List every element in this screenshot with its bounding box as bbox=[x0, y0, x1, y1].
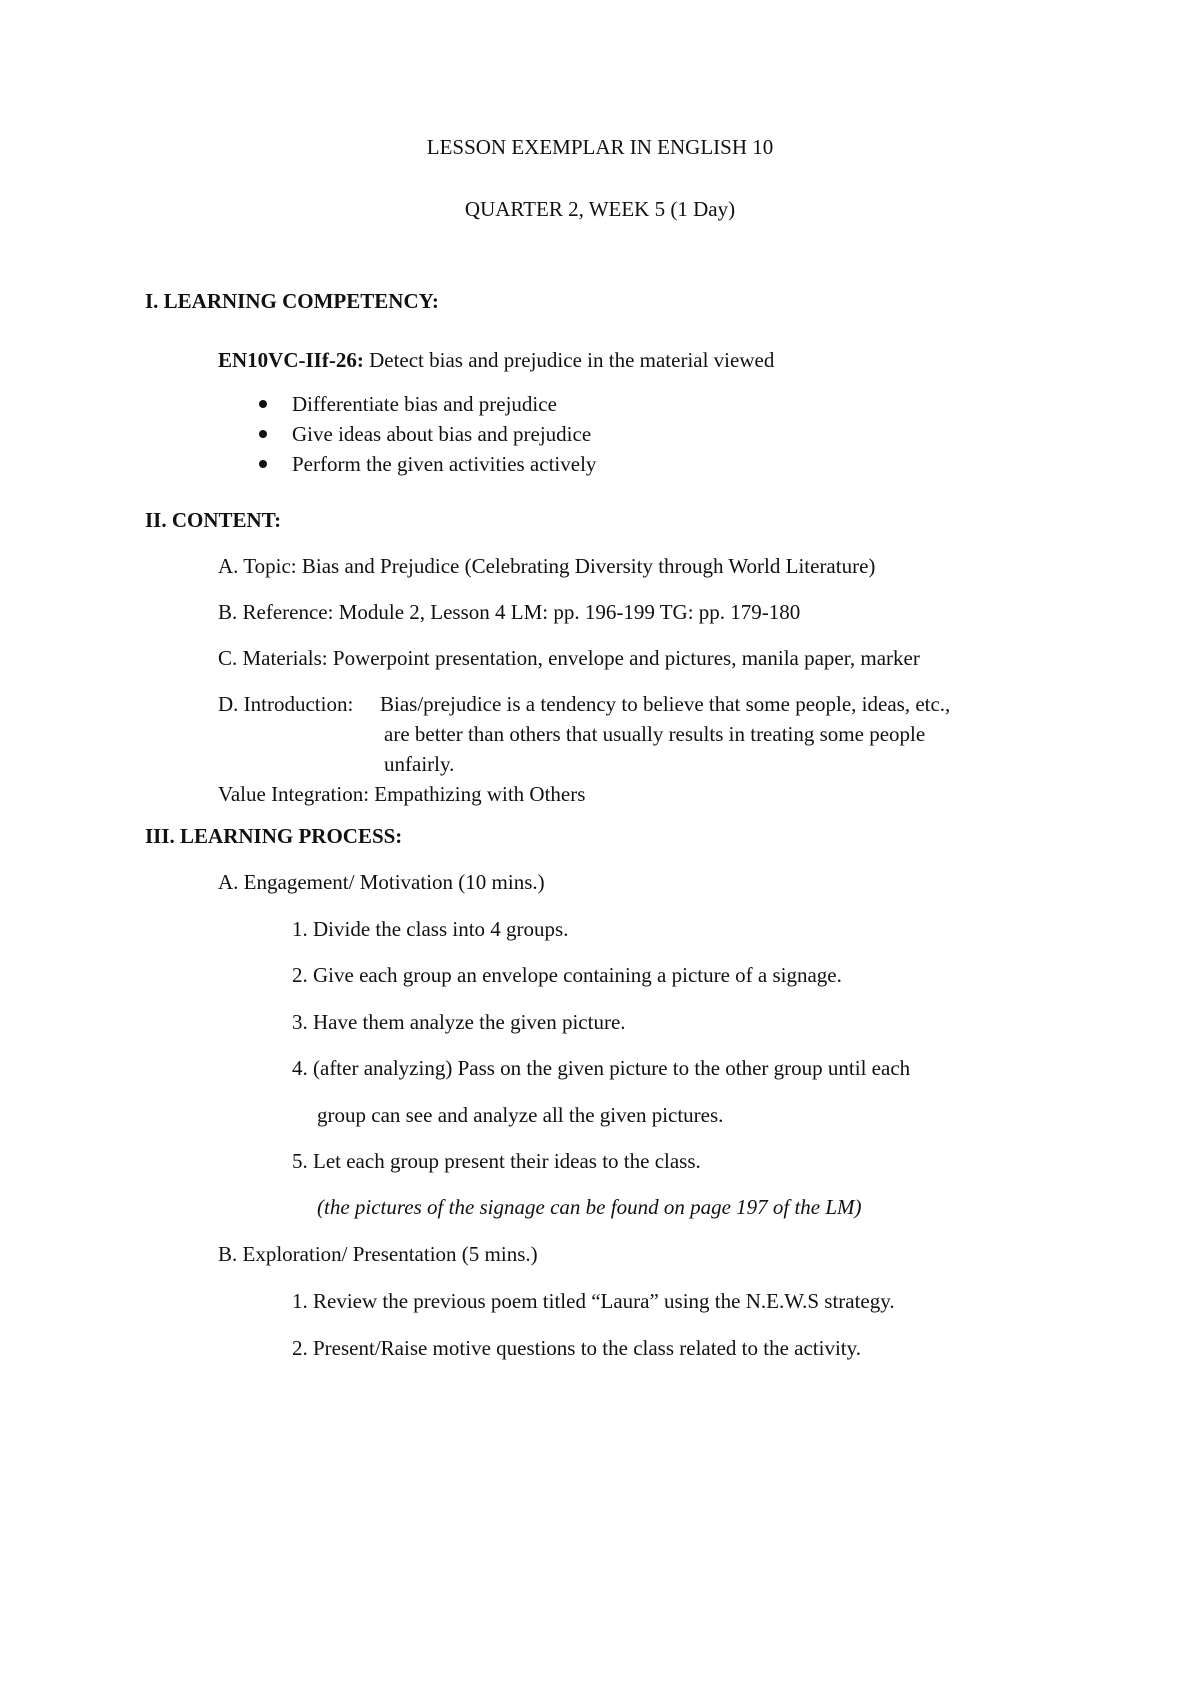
competency-line bbox=[218, 347, 774, 373]
content-introduction-label: D. Introduction: bbox=[218, 692, 354, 716]
bullet-icon bbox=[259, 430, 267, 438]
section-heading-competency: I. LEARNING COMPETENCY: bbox=[145, 289, 439, 313]
content-materials: C. Materials: Powerpoint presentation, envelope and pictures, manila paper, marker bbox=[218, 646, 920, 670]
part-a-step: 4. (after analyzing) Pass on the given picture to the other group until each bbox=[292, 1056, 911, 1080]
content-topic: A. Topic: Bias and Prejudice (Celebrating Diversity through World Literature) bbox=[218, 554, 876, 578]
document-subtitle: QUARTER 2, WEEK 5 (1 Day) bbox=[464, 197, 736, 221]
bullet-icon bbox=[259, 460, 267, 468]
document-title: LESSON EXEMPLAR IN ENGLISH 10 bbox=[426, 135, 774, 159]
content-reference: B. Reference: Module 2, Lesson 4 LM: pp. 196-199 TG: pp. 179-180 bbox=[218, 600, 801, 624]
part-b-step: 1. Review the previous poem titled “Laura” using the N.E.W.S strategy. bbox=[292, 1289, 895, 1313]
content-introduction-line: are better than others that usually results in treating some people bbox=[384, 722, 926, 746]
part-b-step: 2. Present/Raise motive questions to the class related to the activity. bbox=[292, 1336, 862, 1360]
part-a-step: 1. Divide the class into 4 groups. bbox=[292, 917, 569, 941]
part-a-step: 3. Have them analyze the given picture. bbox=[292, 1010, 626, 1034]
part-a-step: 5. Let each group present their ideas to the class. bbox=[292, 1149, 701, 1173]
section-heading-content: II. CONTENT: bbox=[145, 508, 282, 532]
competency-bullet: Give ideas about bias and prejudice bbox=[292, 422, 592, 446]
part-b-title: B. Exploration/ Presentation (5 mins.) bbox=[218, 1242, 538, 1266]
part-a-note: (the pictures of the signage can be found on page 197 of the LM) bbox=[317, 1195, 862, 1219]
bullet-icon bbox=[259, 400, 267, 408]
section-heading-learning-process: III. LEARNING PROCESS: bbox=[145, 824, 403, 848]
content-introduction-line: Bias/prejudice is a tendency to believe that some people, ideas, etc., bbox=[380, 692, 951, 716]
competency-text: Detect bias and prejudice in the material viewed bbox=[363, 348, 775, 372]
competency-bullet: Perform the given activities actively bbox=[292, 452, 597, 476]
competency-code: EN10VC-IIf-26: bbox=[218, 348, 364, 372]
content-introduction-line: unfairly. bbox=[384, 752, 455, 776]
part-a-step-continuation: group can see and analyze all the given pictures. bbox=[317, 1103, 724, 1127]
value-integration: Value Integration: Empathizing with Others bbox=[218, 782, 586, 806]
competency-bullet: Differentiate bias and prejudice bbox=[292, 392, 557, 416]
part-a-title: A. Engagement/ Motivation (10 mins.) bbox=[218, 870, 545, 894]
part-a-step: 2. Give each group an envelope containing a picture of a signage. bbox=[292, 963, 842, 987]
